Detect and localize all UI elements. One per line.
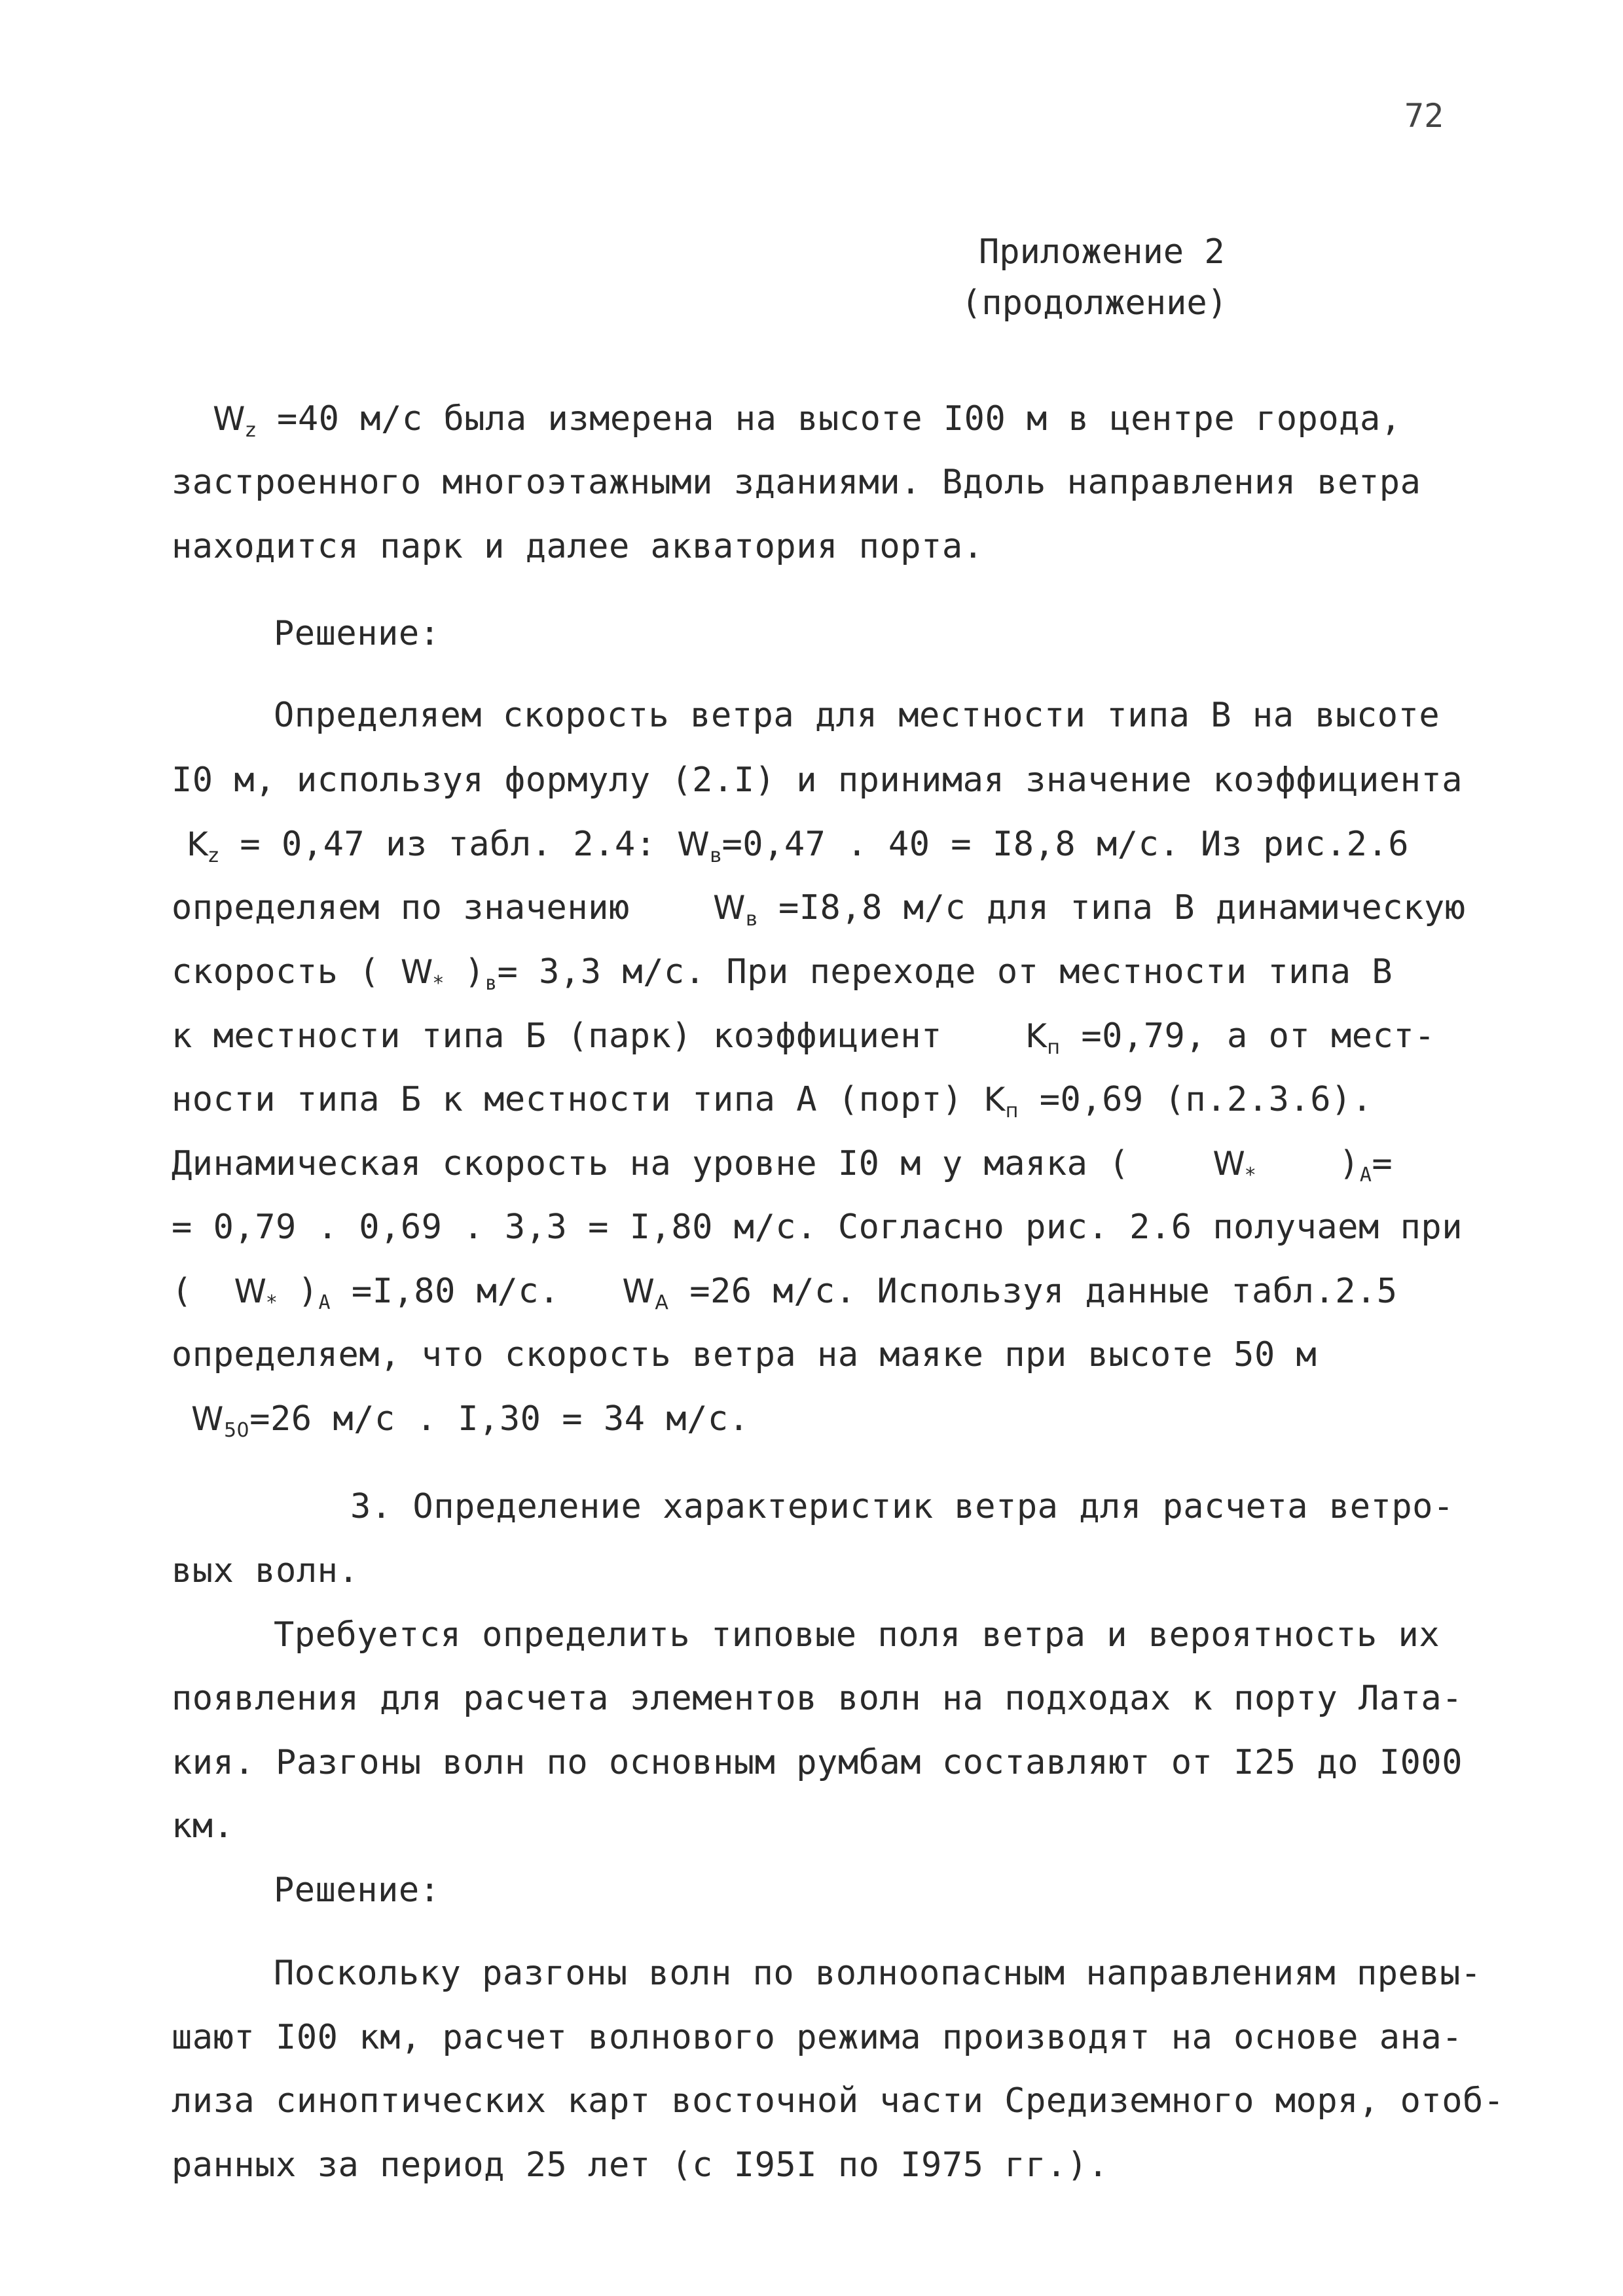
p1-line3: находится парк и далее акватория порта. (172, 527, 984, 566)
section3-heading: 3. Определение характеристик ветра для расчета ветро- (350, 1487, 1454, 1526)
solution-heading-1: Решение: (274, 614, 441, 653)
section3-heading-cont: вых волн. (172, 1551, 359, 1590)
p4-line4: ранных за период 25 лет (с I95I по I975 гг.). (172, 2145, 1109, 2185)
p3-line3: кия. Разгоны волн по основным румбам составляют от I25 до I000 (172, 1743, 1463, 1782)
p2-line8: Динамическая скорость на уровне I0 м у маяка ( $W_*$ )$_A=$ (172, 1144, 1393, 1187)
p2-line4: определяем по значению $W_в =I8,8$ м/с для типа В динамическую (172, 888, 1466, 931)
p2-line5: скорость ( $W_*$ )$_в= 3,3$ м/с. При переходе от местности типа В (172, 952, 1393, 995)
p1-line2: застроенного многоэтажными зданиями. Вдоль направления ветра (172, 463, 1421, 502)
p3-line1: Требуется определить типовые поля ветра и вероятность их (274, 1615, 1440, 1655)
appendix-subtitle: (продолжение) (961, 283, 1228, 323)
p2-line10: ( $W_*$ )$_A =I,80$ м/с. $W_A =26$ м/с. Используя данные табл.2.5 (172, 1272, 1398, 1314)
p2-line7: ности типа Б к местности типа А (порт) $K_п =0,69$ (п.2.3.6). (172, 1080, 1373, 1122)
page-number: 72 (1404, 97, 1444, 135)
p4-line3: лиза синоптических карт восточной части Средиземного моря, отоб- (172, 2081, 1504, 2121)
p4-line1: Поскольку разгоны волн по волноопасным направлениям превы- (274, 1954, 1482, 1993)
p4-line2: шают I00 км, расчет волнового режима производят на основе ана- (172, 2018, 1463, 2057)
solution-heading-2: Решение: (274, 1871, 441, 1910)
p2-line6: к местности типа Б (парк) коэффициент $K_п =0,79$, а от мест- (172, 1016, 1436, 1059)
p2-line3: $K_z = 0,47$ из табл. 2.4: $W_в=0,47$ . 40 = I8,8 м/с. Из рис.2.6 (187, 825, 1410, 867)
p2-line1: Определяем скорость ветра для местности типа В на высоте (274, 696, 1440, 735)
p2-line12: $W_{50}=26$ м/с . I,30 = 34 м/с. (191, 1399, 750, 1442)
appendix-title: Приложение 2 (979, 232, 1225, 272)
wind-speed-symbol: $W_z$ (213, 400, 257, 442)
p2-line11: определяем, что скорость ветра на маяке при высоте 50 м (172, 1335, 1317, 1374)
p3-line4: км. (172, 1806, 234, 1846)
p1-line1: $W_z =40$ м/с была измерена на высоте I00 м в центре города, (213, 399, 1402, 442)
p2-line9: = 0,79 . 0,69 . 3,3 = I,80 м/с. Согласно рис. 2.6 получаем при (172, 1208, 1463, 1247)
p2-line2: I0 м, используя формулу (2.I) и принимая значение коэффициента (172, 761, 1463, 800)
p3-line2: появления для расчета элементов волн на подходах к порту Лата- (172, 1679, 1463, 1718)
